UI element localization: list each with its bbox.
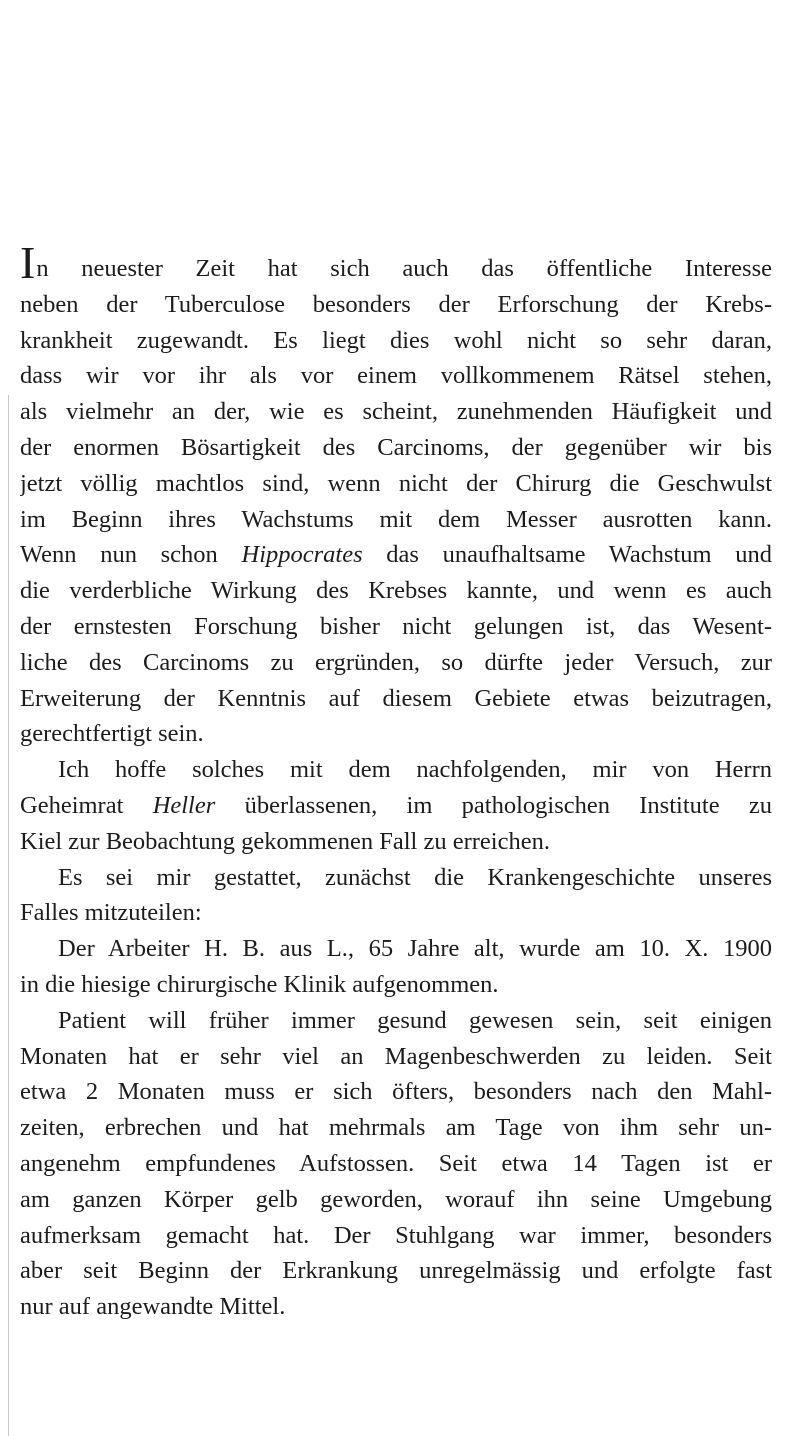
initial-letter: I (20, 248, 36, 287)
italic-name: Hippocrates (241, 541, 363, 569)
text-line: Kiel zur Beobachtung gekommenen Fall zu erreichen. (20, 827, 550, 855)
text-line: Der Arbeiter H. B. aus L., 65 Jahre alt, wurde am 10. X. 1900 (58, 935, 772, 963)
text-line: aber seit Beginn der Erkrankung unregelmässig und erfolgte fast (20, 1257, 772, 1285)
text-line: Falles mitzuteilen: (20, 899, 202, 927)
text-line: am ganzen Körper gelb geworden, worauf ihn seine Umgebung (20, 1185, 772, 1213)
scan-border-line (8, 395, 9, 1436)
text-line: liche des Carcinoms zu ergründen, so dürfte jeder Versuch, zur (20, 648, 772, 676)
text-line: In neuester Zeit hat sich auch das öffentliche Interesse (20, 248, 772, 287)
text-line: Ich hoffe solches mit dem nachfolgenden, mir von Herrn (58, 756, 772, 784)
text-line: im Beginn ihres Wachstums mit dem Messer ausrotten kann. (20, 505, 772, 533)
paragraph (20, 860, 772, 932)
text-line: zeiten, erbrechen und hat mehrmals am Tage von ihm sehr un- (20, 1114, 772, 1142)
text-line: der ernstesten Forschung bisher nicht gelungen ist, das Wesent- (20, 612, 772, 640)
paragraph (20, 931, 772, 1003)
text-line: in die hiesige chirurgische Klinik aufgenommen. (20, 970, 499, 998)
text-line: dass wir vor ihr als vor einem vollkommenem Rätsel stehen, (20, 362, 772, 390)
text-line: jetzt völlig machtlos sind, wenn nicht der Chirurg die Geschwulst (20, 469, 772, 497)
text-line: Wenn nun schon Hippocrates das unaufhaltsame Wachstum und (20, 541, 772, 569)
text-line: gerechtfertigt sein. (20, 720, 204, 748)
text-line: Geheimrat Heller überlassenen, im pathologischen Institute zu (20, 791, 772, 819)
text-line: krankheit zugewandt. Es liegt dies wohl nicht so sehr daran, (20, 326, 772, 354)
text-line: neben der Tuberculose besonders der Erforschung der Krebs- (20, 290, 772, 318)
text-line: nur auf angewandte Mittel. (20, 1293, 286, 1321)
text-line: Es sei mir gestattet, zunächst die Krankengeschichte unseres (58, 863, 772, 891)
paragraph (20, 752, 772, 859)
paragraph (20, 248, 772, 752)
text-line: Erweiterung der Kenntnis auf diesem Gebiete etwas beizutragen, (20, 684, 772, 712)
text-line: die verderbliche Wirkung des Krebses kannte, und wenn es auch (20, 577, 772, 605)
italic-name: Heller (152, 791, 216, 819)
text-line: angenehm empfundenes Aufstossen. Seit etwa 14 Tagen ist er (20, 1149, 772, 1177)
text-line: Patient will früher immer gesund gewesen sein, seit einigen (58, 1006, 772, 1034)
text-line: als vielmehr an der, wie es scheint, zunehmenden Häufigkeit und (20, 398, 772, 426)
text-line: Monaten hat er sehr viel an Magenbeschwerden zu leiden. Seit (20, 1042, 772, 1070)
paragraph (20, 1003, 772, 1325)
text-line: der enormen Bösartigkeit des Carcinoms, der gegenüber wir bis (20, 433, 772, 461)
text-line: etwa 2 Monaten muss er sich öfters, besonders nach den Mahl- (20, 1078, 772, 1106)
body-text (20, 248, 772, 1325)
text-line: aufmerksam gemacht hat. Der Stuhlgang war immer, besonders (20, 1221, 772, 1249)
